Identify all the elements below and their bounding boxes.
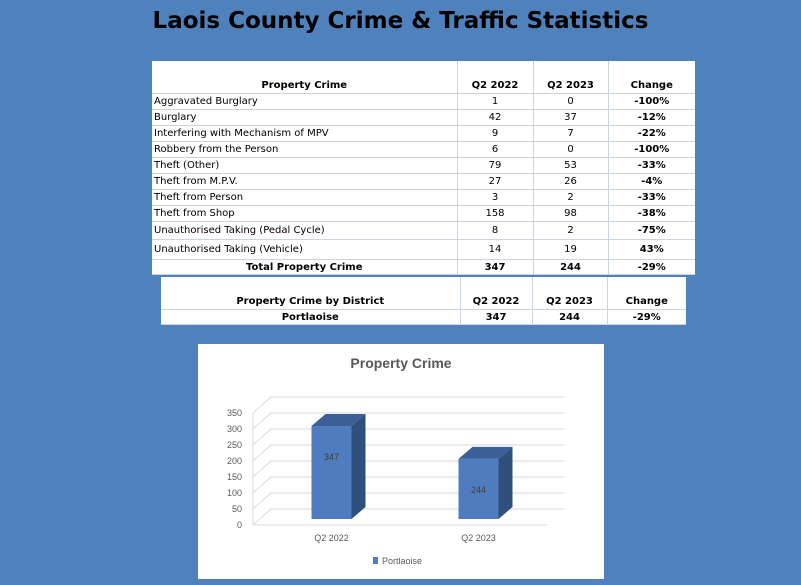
column-header: Q2 2022 [457,61,533,94]
column-header: Property Crime [152,61,457,94]
total-value: -29% [608,260,695,275]
page-title: Laois County Crime & Traffic Statistics [152,8,649,34]
cell-value: 43% [608,240,695,260]
table-row [152,190,695,206]
cell-value: 9 [457,126,533,142]
cell-value: 3 [457,190,533,206]
gridline-side [253,509,271,525]
total-label: Total Property Crime [152,260,457,275]
cell-value: -4% [608,174,695,190]
data-label: 244 [470,484,487,495]
column-header: Q2 2022 [460,277,532,310]
row-label: Unauthorised Taking (Pedal Cycle) [152,222,457,240]
row-label: Aggravated Burglary [152,94,457,110]
y-tick-label: 150 [226,472,242,482]
row-label: Portlaoise [161,310,460,325]
cell-value: 27 [457,174,533,190]
table-row [152,240,695,260]
row-label: Interfering with Mechanism of MPV [152,126,457,142]
cell-value: 19 [533,240,608,260]
column-header: Change [608,61,695,94]
cell-value: -38% [608,206,695,222]
y-tick-label: 350 [226,408,242,418]
cell-value: 158 [457,206,533,222]
y-tick-label: 0 [236,520,242,530]
column-header: Q2 2023 [532,277,607,310]
cell-value: 6 [457,142,533,158]
table-row [152,110,695,126]
gridline-side [253,477,271,493]
property-crime-table [152,61,695,275]
y-tick-label: 300 [226,424,242,434]
gridline-side [253,445,271,461]
table-row [152,174,695,190]
cell-value: 2 [533,190,608,206]
gridline-side [253,493,271,509]
cell-value: 7 [533,126,608,142]
row-label: Theft (Other) [152,158,457,174]
gridline-side [253,429,271,445]
cell-value: -22% [608,126,695,142]
cell-value: 37 [533,110,608,126]
cell-value: 347 [460,310,532,325]
column-header: Property Crime by District [161,277,460,310]
y-tick-label: 100 [226,488,242,498]
total-row [152,260,695,275]
x-tick-label: Q2 2023 [461,533,496,543]
cell-value: -33% [608,158,695,174]
table-row [152,142,695,158]
gridline-side [253,461,271,477]
cell-value: 98 [533,206,608,222]
cell-value: -12% [608,110,695,126]
cell-value: -100% [608,94,695,110]
cell-value: -29% [607,310,686,325]
row-label: Theft from Person [152,190,457,206]
table-row [152,206,695,222]
cell-value: -100% [608,142,695,158]
row-label: Robbery from the Person [152,142,457,158]
cell-value: 0 [533,94,608,110]
cell-value: 1 [457,94,533,110]
y-tick-label: 200 [226,456,242,466]
property-crime-chart [198,344,604,579]
x-tick-label: Q2 2022 [314,533,349,543]
legend-label: Portlaoise [382,556,423,566]
gridline-side [253,413,271,429]
total-value: 347 [457,260,533,275]
cell-value: 8 [457,222,533,240]
chart-title: Property Crime [350,355,452,371]
table-header-row [152,61,695,94]
cell-value: -75% [608,222,695,240]
cell-value: 2 [533,222,608,240]
table-row [152,158,695,174]
total-value: 244 [533,260,608,275]
cell-value: -33% [608,190,695,206]
table-header-row [161,277,686,310]
row-label: Burglary [152,110,457,126]
column-header: Q2 2023 [533,61,608,94]
bar-front [312,426,352,519]
column-header: Change [607,277,686,310]
chart-svg [198,344,604,579]
data-label: 347 [323,451,340,462]
cell-value: 42 [457,110,533,126]
table-row [152,126,695,142]
cell-value: 53 [533,158,608,174]
table-row [152,222,695,240]
table-row [152,94,695,110]
cell-value: 79 [457,158,533,174]
y-tick-label: 250 [226,440,242,450]
row-label: Theft from M.P.V. [152,174,457,190]
gridline-side [253,397,271,413]
table-row [161,310,686,325]
cell-value: 26 [533,174,608,190]
cell-value: 14 [457,240,533,260]
bar-side [499,447,513,519]
row-label: Unauthorised Taking (Vehicle) [152,240,457,260]
cell-value: 244 [532,310,607,325]
property-crime-by-district-table [161,277,686,325]
bar-side [352,414,366,519]
row-label: Theft from Shop [152,206,457,222]
legend-swatch [373,557,378,564]
cell-value: 0 [533,142,608,158]
y-tick-label: 50 [231,504,242,514]
